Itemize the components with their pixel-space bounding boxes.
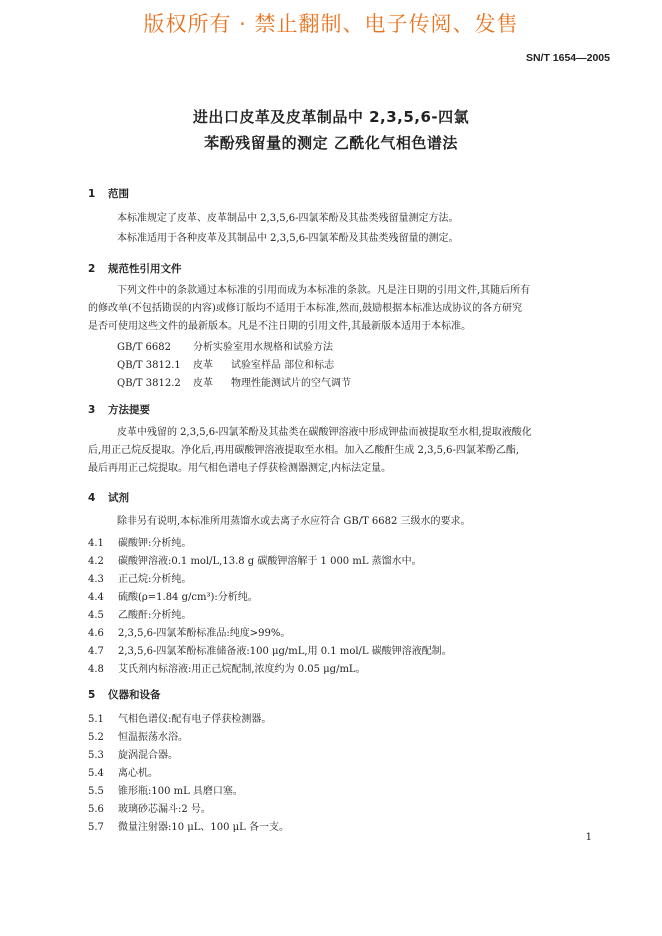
standard-number: SN/T 1654—2005 — [525, 52, 610, 64]
section-2-heading — [88, 261, 182, 276]
reagent-item — [88, 660, 366, 675]
s2-line-2: 的修改单(不包括勘误的内容)或修订版均不适用于本标准,然而,鼓励根据本标准达成协议的各方研究 — [88, 303, 523, 314]
item-text: 恒温振荡水浴。 — [118, 732, 188, 743]
item-number: 4.2 — [88, 556, 104, 567]
item-text: 乙酸酐:分析纯。 — [118, 610, 192, 621]
item-number: 4.4 — [88, 592, 104, 603]
ref-subtitle: 物理性能测试片的空气调节 — [231, 378, 351, 389]
item-text: 锥形瓶:100 mL 具磨口塞。 — [118, 786, 243, 797]
section-3-heading — [88, 402, 150, 417]
item-text: 硫酸(ρ=1.84 g/cm³):分析纯。 — [118, 592, 258, 603]
reagent-item — [88, 534, 191, 549]
item-text: 微量注射器:10 μL、100 μL 各一支。 — [118, 822, 289, 833]
ref-title: 分析实验室用水规格和试验方法 — [193, 342, 333, 353]
reagent-item — [88, 606, 191, 621]
equipment-item — [88, 782, 243, 797]
item-number: 4.6 — [88, 628, 104, 639]
item-number: 5.3 — [88, 750, 104, 761]
reagent-item — [88, 570, 191, 585]
section-5-heading — [88, 687, 161, 702]
item-number: 4.3 — [88, 574, 104, 585]
s2-line-1: 下列文件中的条款通过本标准的引用而成为本标准的条款。凡是注日期的引用文件,其随后所有 — [117, 285, 531, 296]
s3-line-2: 后,用正己烷反提取。净化后,再用碳酸钾溶液提取至水相。加入乙酸酐生成 2,3,5,6-四氯苯酚乙酯, — [88, 445, 520, 456]
item-number: 4.5 — [88, 610, 104, 621]
reagent-item — [88, 552, 422, 567]
ref-title: 皮革 — [193, 378, 213, 389]
section-title: 规范性引用文件 — [108, 263, 182, 275]
page-number: 1 — [585, 832, 592, 843]
equipment-item — [88, 710, 271, 725]
section-number: 4 — [88, 492, 96, 504]
ref-subtitle: 试验室样品 部位和标志 — [231, 360, 335, 371]
item-number: 5.7 — [88, 822, 104, 833]
item-text: 离心机。 — [118, 768, 158, 779]
reagent-item — [88, 624, 290, 639]
item-number: 5.4 — [88, 768, 104, 779]
section-number: 5 — [88, 689, 96, 701]
item-number: 5.1 — [88, 714, 104, 725]
ref-title: 皮革 — [193, 360, 213, 371]
section-title: 范围 — [108, 188, 129, 200]
s3-line-1: 皮革中残留的 2,3,5,6-四氯苯酚及其盐类在碳酸钾溶液中形成钾盐而被提取至水相,提取液酸化 — [117, 427, 532, 438]
title-line-1: 进出口皮革及皮革制品中 2,3,5,6-四氯 — [192, 108, 470, 126]
ref-code: QB/T 3812.2 — [117, 378, 181, 389]
equipment-item — [88, 746, 178, 761]
reference-1 — [117, 338, 333, 353]
item-number: 4.7 — [88, 646, 104, 657]
section-number: 1 — [88, 188, 96, 200]
equipment-item — [88, 764, 158, 779]
item-text: 玻璃砂芯漏斗:2 号。 — [118, 804, 211, 815]
item-text: 碳酸钾溶液:0.1 mol/L,13.8 g 碳酸钾溶解于 1 000 mL 蒸馏水中。 — [118, 556, 422, 567]
ref-code: GB/T 6682 — [117, 342, 172, 353]
item-number: 4.1 — [88, 538, 104, 549]
item-number: 4.8 — [88, 664, 104, 675]
item-text: 2,3,5,6-四氯苯酚标准品:纯度>99%。 — [118, 628, 291, 639]
reference-2 — [117, 356, 334, 371]
item-number: 5.2 — [88, 732, 104, 743]
section-number: 2 — [88, 263, 96, 275]
item-number: 5.6 — [88, 804, 104, 815]
section-4-heading — [88, 490, 129, 505]
item-text: 艾氏剂内标溶液:用正己烷配制,浓度约为 0.05 μg/mL。 — [118, 664, 366, 675]
item-text: 碳酸钾:分析纯。 — [118, 538, 192, 549]
equipment-item — [88, 818, 289, 833]
section-1-heading — [88, 186, 129, 201]
section-title: 方法提要 — [108, 404, 150, 416]
reference-3 — [117, 374, 351, 389]
reagent-item — [88, 588, 258, 603]
equipment-item — [88, 800, 211, 815]
ref-code: QB/T 3812.1 — [117, 360, 181, 371]
item-text: 旋涡混合器。 — [118, 750, 178, 761]
s1-paragraph-1: 本标准规定了皮革、皮革制品中 2,3,5,6-四氯苯酚及其盐类残留量测定方法。 — [117, 213, 459, 224]
equipment-item — [88, 728, 188, 743]
s1-paragraph-2: 本标准适用于各种皮革及其制品中 2,3,5,6-四氯苯酚及其盐类残留量的测定。 — [117, 233, 459, 244]
section-title: 试剂 — [108, 492, 129, 504]
item-text: 2,3,5,6-四氯苯酚标准储备液:100 μg/mL,用 0.1 mol/L 碳酸钾溶液配制。 — [118, 646, 452, 657]
s3-line-3: 最后再用正己烷提取。用气相色谱电子俘获检测器测定,内标法定量。 — [88, 463, 392, 474]
item-text: 气相色谱仪:配有电子俘获检测器。 — [118, 714, 272, 725]
section-title: 仪器和设备 — [108, 689, 161, 701]
item-number: 5.5 — [88, 786, 104, 797]
reagent-item — [88, 642, 452, 657]
s4-intro: 除非另有说明,本标准所用蒸馏水或去离子水应符合 GB/T 6682 三级水的要求。 — [117, 516, 471, 527]
watermark: 版权所有 · 禁止翻制、电子传阅、发售 — [143, 12, 519, 36]
title-line-2: 苯酚残留量的测定 乙酰化气相色谱法 — [204, 134, 458, 152]
s2-line-3: 是否可使用这些文件的最新版本。凡是不注日期的引用文件,其最新版本适用于本标准。 — [88, 321, 472, 332]
item-text: 正己烷:分析纯。 — [118, 574, 192, 585]
section-number: 3 — [88, 404, 96, 416]
